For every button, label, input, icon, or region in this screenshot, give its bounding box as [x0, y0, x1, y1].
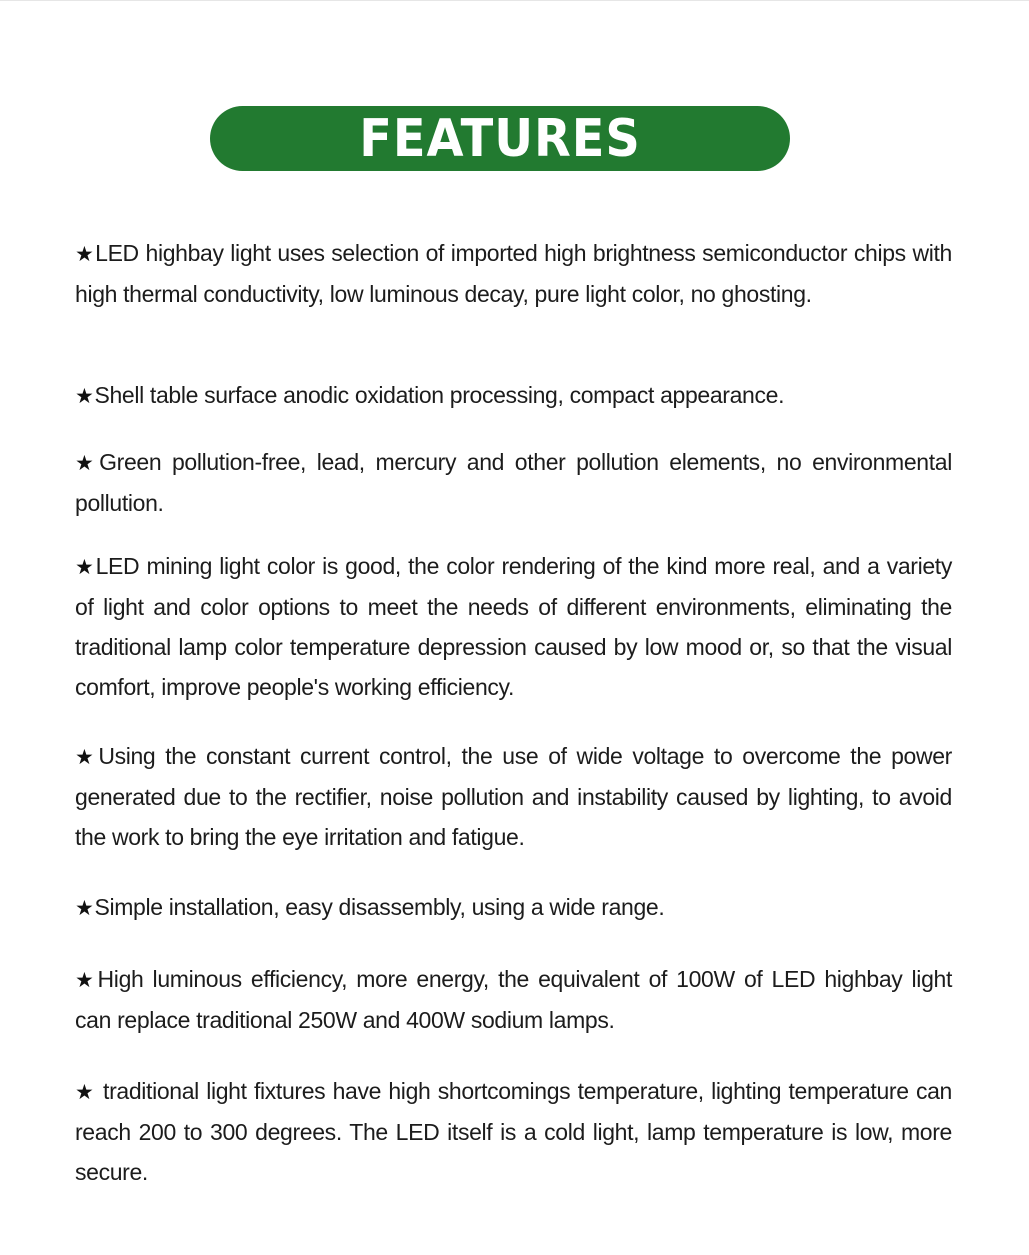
feature-item — [75, 375, 952, 416]
star-icon: ★ — [75, 745, 98, 769]
feature-item — [75, 1071, 952, 1192]
feature-item — [75, 959, 952, 1040]
feature-text: LED mining light color is good, the color rendering of the kind more real, and a variety of light and color options to meet the needs of different environments, eliminating the traditional lamp color temperature depression caused by low mood or, so that the visual comfort, improve people's working efficiency. — [75, 553, 952, 700]
top-divider — [0, 0, 1029, 1]
features-banner — [210, 106, 790, 171]
feature-item — [75, 887, 952, 928]
feature-item — [75, 736, 952, 857]
feature-text: Green pollution-free, lead, mercury and other pollution elements, no environmental pollution. — [75, 449, 952, 516]
feature-item — [75, 442, 952, 523]
star-icon: ★ — [75, 968, 97, 992]
star-icon: ★ — [75, 242, 95, 266]
feature-text: High luminous efficiency, more energy, the equivalent of 100W of LED highbay light can replace traditional 250W and 400W sodium lamps. — [75, 966, 952, 1033]
feature-text: Shell table surface anodic oxidation processing, compact appearance. — [94, 382, 785, 408]
star-icon: ★ — [75, 555, 95, 579]
feature-text: Using the constant current control, the use of wide voltage to overcome the power generated due to the rectifier, noise pollution and instability caused by lighting, to avoid the work to bring the eye irritation and fatigue. — [75, 743, 952, 850]
star-icon: ★ — [75, 384, 94, 408]
feature-item — [75, 233, 952, 314]
page-title: FEATURES — [359, 108, 641, 169]
feature-text: LED highbay light uses selection of imported high brightness semiconductor chips with high thermal conductivity, low luminous decay, pure light color, no ghosting. — [75, 240, 952, 307]
star-icon: ★ — [75, 451, 99, 475]
feature-item — [75, 546, 952, 707]
feature-text: traditional light fixtures have high shortcomings temperature, lighting temperature can reach 200 to 300 degrees. The LED itself is a cold light, lamp temperature is low, more secure. — [75, 1078, 952, 1185]
star-icon: ★ — [75, 1080, 95, 1104]
star-icon: ★ — [75, 896, 94, 920]
feature-text: Simple installation, easy disassembly, using a wide range. — [94, 894, 665, 920]
